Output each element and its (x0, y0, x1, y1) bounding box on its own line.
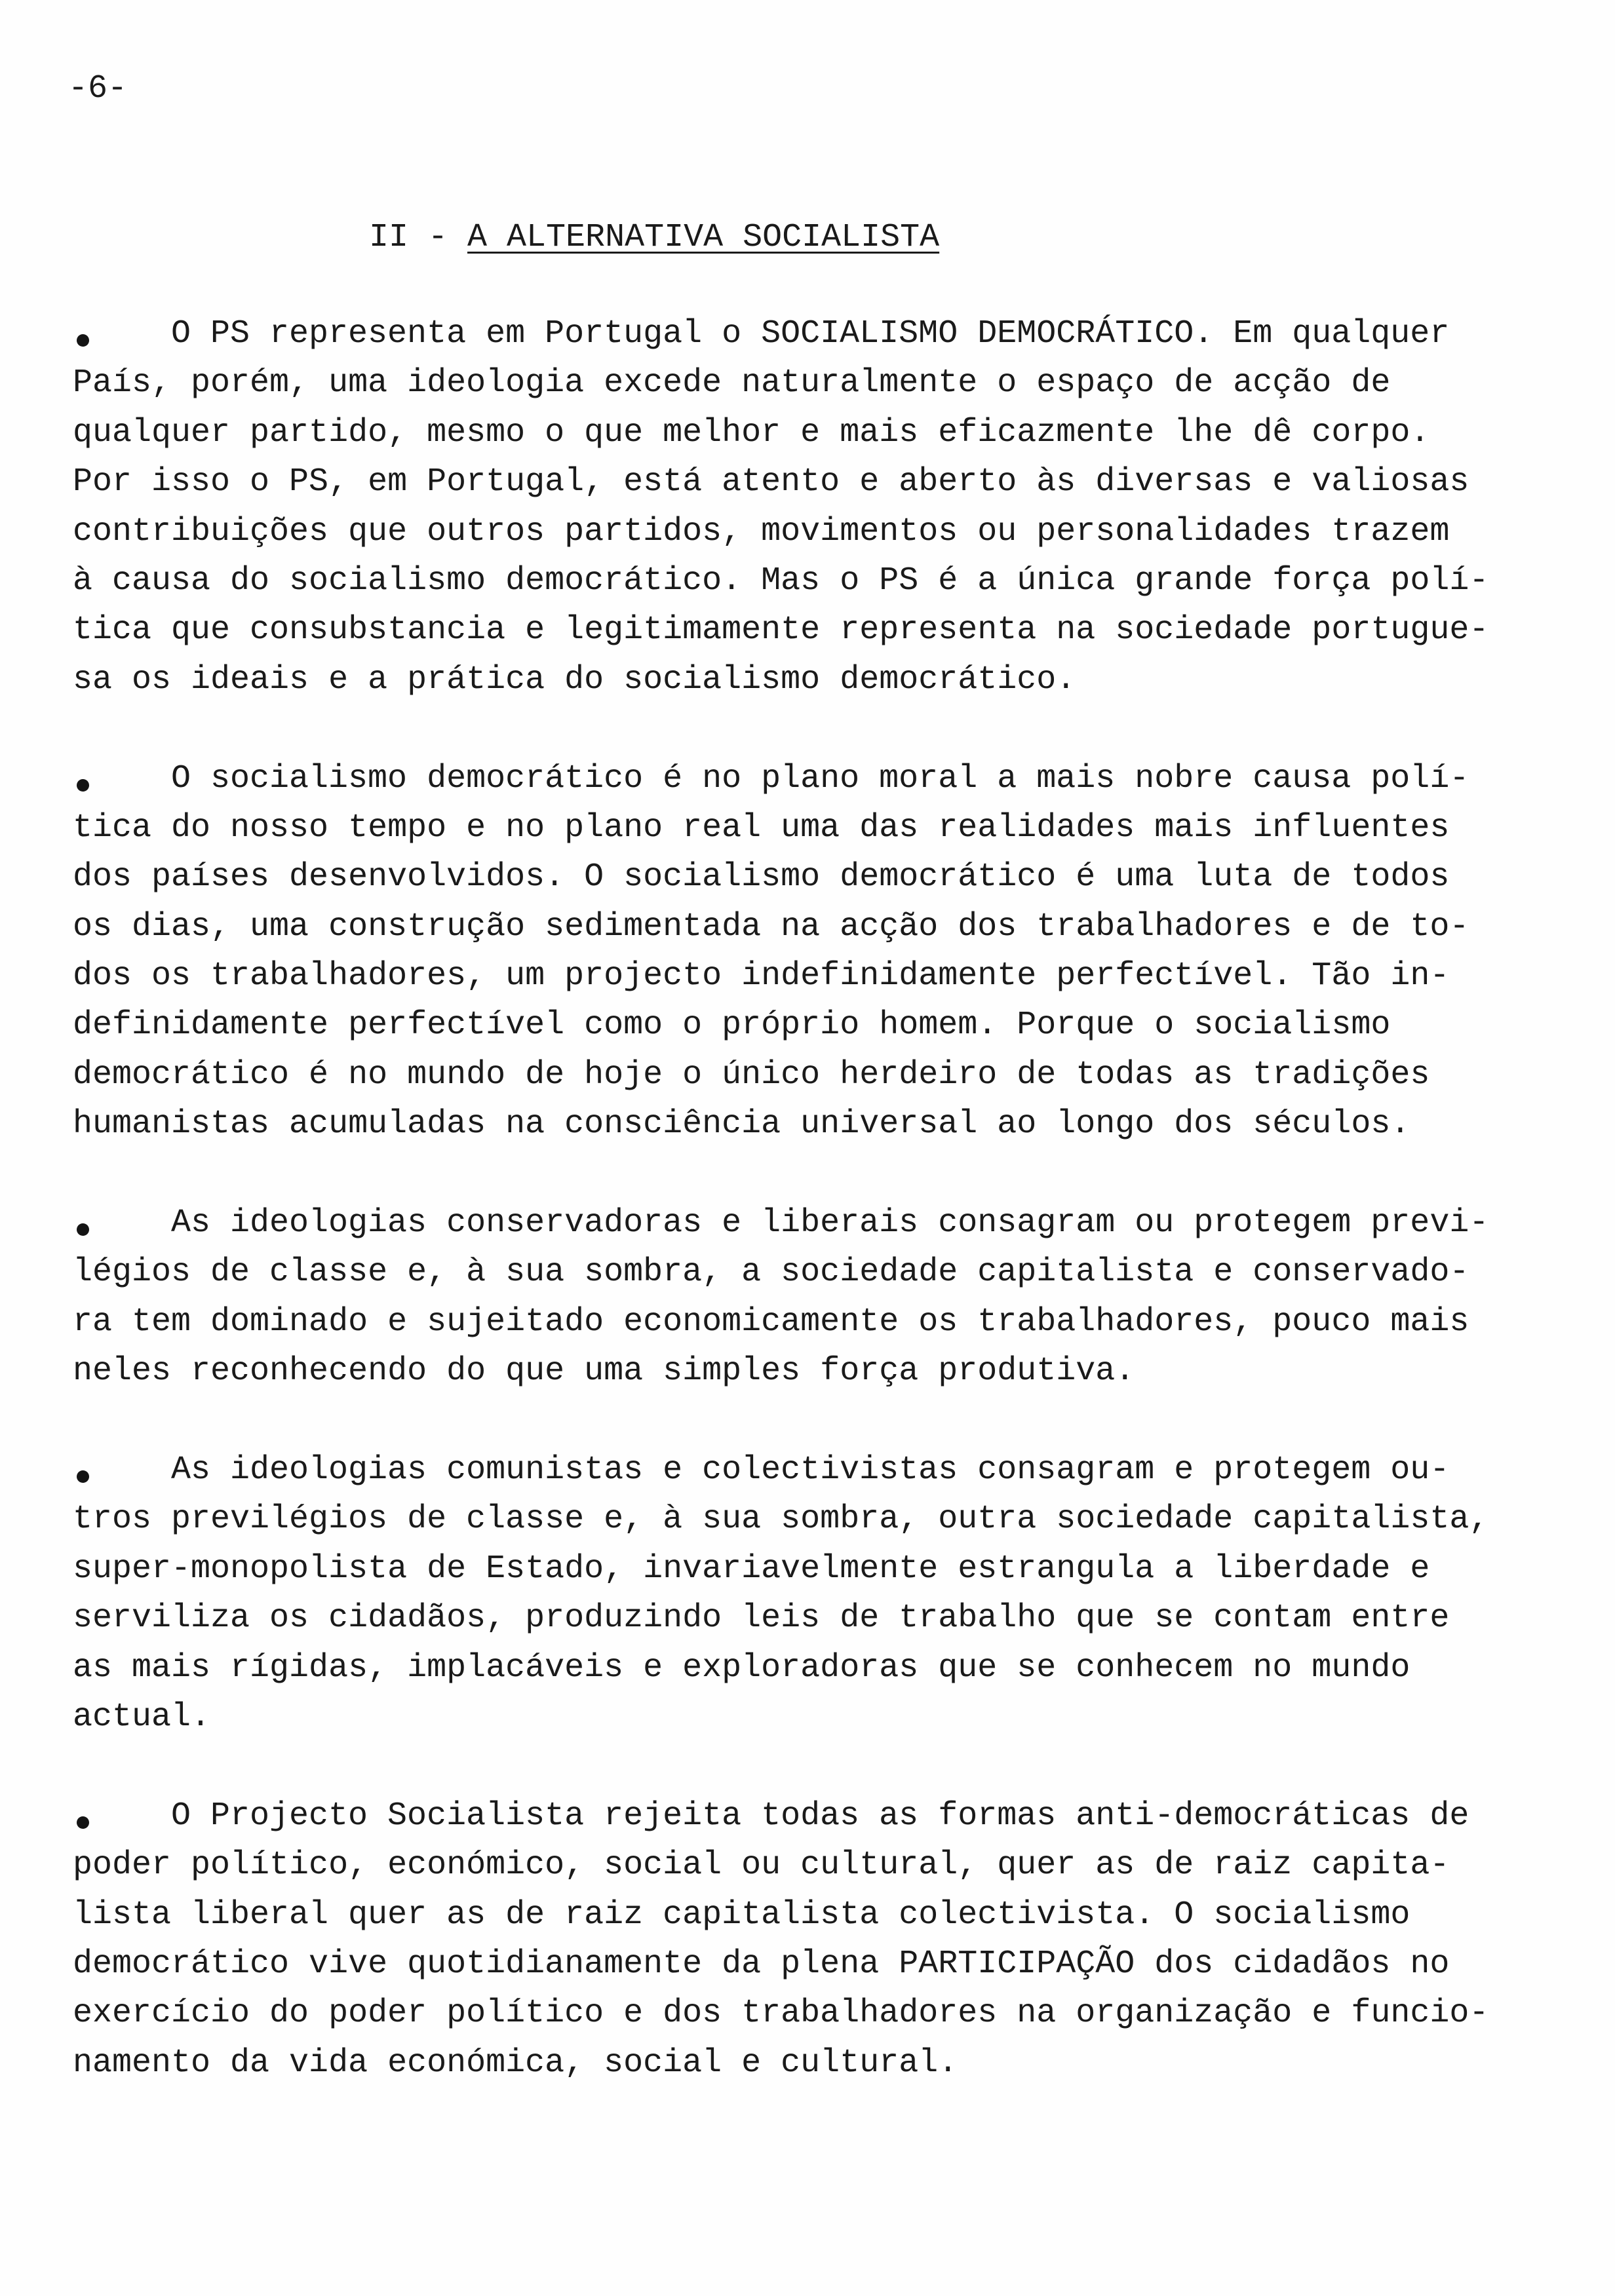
paragraph-line: as mais rígidas, implacáveis e exploradoras que se conhecem no mundo (73, 1649, 1411, 1687)
paragraph (73, 1198, 1580, 1396)
paragraph-line: O Projecto Socialista rejeita todas as formas anti-democráticas de (171, 1797, 1469, 1835)
paragraph-line: actual. (73, 1698, 211, 1736)
paragraph-line: serviliza os cidadãos, produzindo leis de trabalho que se contam entre (73, 1599, 1450, 1637)
paragraph-line: tica que consubstancia e legitimamente representa na sociedade portugue- (73, 611, 1489, 649)
paragraph-line: légios de classe e, à sua sombra, a sociedade capitalista e conservado- (73, 1253, 1469, 1292)
paragraph-line: dos países desenvolvidos. O socialismo democrático é uma luta de todos (73, 858, 1450, 896)
paragraph-line: poder político, económico, social ou cultural, quer as de raiz capita- (73, 1846, 1450, 1885)
paragraph-line: Por isso o PS, em Portugal, está atento e aberto às diversas e valiosas (73, 463, 1469, 501)
paragraph (73, 1445, 1580, 1742)
paragraph-line: ra tem dominado e sujeitado economicamente os trabalhadores, pouco mais (73, 1303, 1469, 1341)
paragraph-line: tica do nosso tempo e no plano real uma das realidades mais influentes (73, 809, 1450, 847)
bullet-icon (77, 1223, 89, 1236)
bullet-icon (77, 334, 89, 347)
paragraph-line: à causa do socialismo democrático. Mas o PS é a única grande força polí- (73, 562, 1489, 600)
paragraph (73, 1791, 1580, 2088)
bullet-icon (77, 779, 89, 792)
bullet-icon (77, 1470, 89, 1483)
paragraph-line: tros previlégios de classe e, à sua sombra, outra sociedade capitalista, (73, 1501, 1489, 1539)
paragraph-line: definidamente perfectível como o próprio homem. Porque o socialismo (73, 1006, 1391, 1044)
paragraph-line: País, porém, uma ideologia excede naturalmente o espaço de acção de (73, 364, 1391, 402)
paragraph-line: namento da vida económica, social e cultural. (73, 2044, 958, 2082)
paragraph-line: As ideologias comunistas e colectivistas consagram e protegem ou- (171, 1451, 1450, 1489)
paragraph-line: os dias, uma construção sedimentada na acção dos trabalhadores e de to- (73, 908, 1469, 946)
paragraph-line: sa os ideais e a prática do socialismo democrático. (73, 660, 1076, 698)
paragraph-line: exercício do poder político e dos trabalhadores na organização e funcio- (73, 1995, 1489, 2033)
section-number: II - (369, 219, 468, 256)
paragraph-line: democrático é no mundo de hoje o único herdeiro de todas as tradições (73, 1056, 1430, 1094)
paragraph-line: super-monopolista de Estado, invariavelmente estrangula a liberdade e (73, 1550, 1430, 1588)
paragraph-line: O PS representa em Portugal o SOCIALISMO DEMOCRÁTICO. Em qualquer (171, 315, 1450, 353)
section-title: A ALTERNATIVA SOCIALISTA (467, 219, 940, 256)
paragraph-line: As ideologias conservadoras e liberais consagram ou protegem previ- (171, 1204, 1489, 1242)
paragraph-line: neles reconhecendo do que uma simples força produtiva. (73, 1352, 1135, 1390)
document-body (73, 309, 1580, 2088)
section-heading (369, 213, 939, 262)
bullet-icon (77, 1816, 89, 1829)
paragraph-line: contribuições que outros partidos, movimentos ou personalidades trazem (73, 512, 1450, 550)
paragraph-line: humanistas acumuladas na consciência universal ao longo dos séculos. (73, 1105, 1411, 1143)
paragraph-line: democrático vive quotidianamente da plena PARTICIPAÇÃO dos cidadãos no (73, 1945, 1450, 1983)
page-number: -6- (68, 70, 128, 107)
paragraph-line: O socialismo democrático é no plano moral a mais nobre causa polí- (171, 759, 1469, 797)
paragraph-line: dos os trabalhadores, um projecto indefinidamente perfectível. Tão in- (73, 957, 1450, 995)
paragraph (73, 754, 1580, 1149)
paragraph-line: lista liberal quer as de raiz capitalista colectivista. O socialismo (73, 1896, 1411, 1934)
paragraph-line: qualquer partido, mesmo o que melhor e mais eficazmente lhe dê corpo. (73, 413, 1430, 451)
paragraph (73, 309, 1580, 704)
